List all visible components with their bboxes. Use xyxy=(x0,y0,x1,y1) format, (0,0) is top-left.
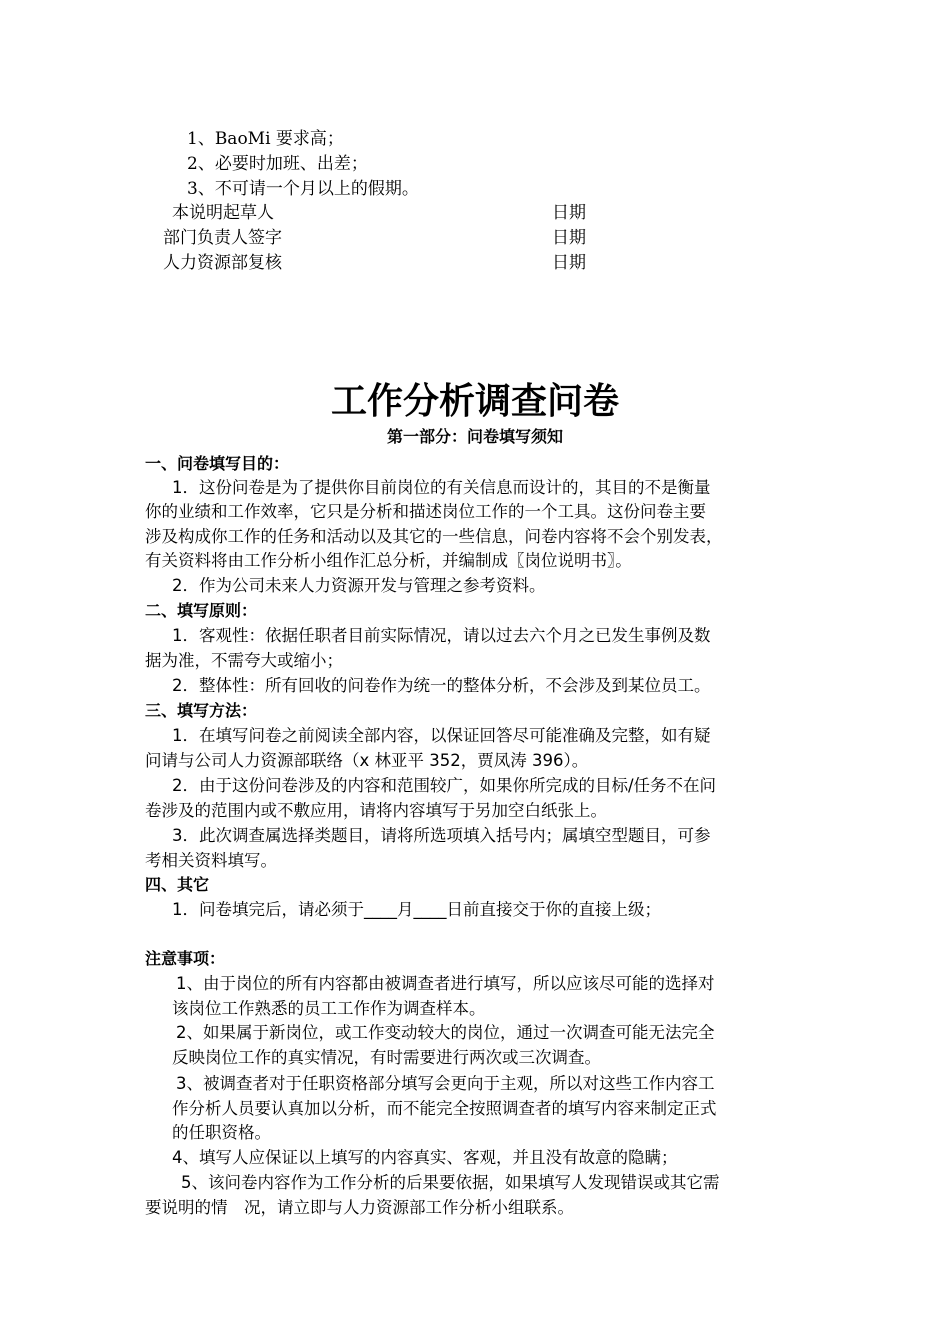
note-line: 反映岗位工作的真实情况，有时需要进行两次或三次调查。 xyxy=(172,1048,601,1067)
paragraph-line: 卷涉及的范围内或不敷应用，请将内容填写于另加空白纸张上。 xyxy=(145,801,607,820)
note-line: 5、该问卷内容作为工作分析的后果要依据，如果填写人发现错误或其它需 xyxy=(181,1173,720,1192)
paragraph-line: 2．由于这份问卷涉及的内容和范围较广，如果你所完成的目标/任务不在问 xyxy=(172,776,717,795)
section-heading-principles: 二、填写原则： xyxy=(145,601,258,620)
paragraph-line: 1．在填写问卷之前阅读全部内容，以保证回答尽可能准确及完整，如有疑 xyxy=(172,726,711,745)
note-line: 1、由于岗位的所有内容都由被调查者进行填写，所以应该尽可能的选择对 xyxy=(176,974,715,993)
signature-label-dept-head: 部门负责人签字 xyxy=(163,228,282,248)
requirement-item: 3、不可请一个月以上的假期。 xyxy=(187,179,419,199)
note-line: 2、如果属于新岗位，或工作变动较大的岗位，通过一次调查可能无法完全 xyxy=(176,1023,715,1042)
document-subtitle: 第一部分：问卷填写须知 xyxy=(386,427,563,446)
note-line: 3、被调查者对于任职资格部分填写会更向于主观，所以对这些工作内容工 xyxy=(176,1074,715,1093)
note-line: 该岗位工作熟悉的员工工作作为调查样本。 xyxy=(172,999,486,1018)
signature-label-drafter: 本说明起草人 xyxy=(172,203,274,223)
paragraph-line: 考相关资料填写。 xyxy=(145,851,277,870)
note-line: 4、填写人应保证以上填写的内容真实、客观，并且没有故意的隐瞒； xyxy=(172,1148,678,1167)
section-heading-method: 三、填写方法： xyxy=(145,701,258,720)
signature-date-label: 日期 xyxy=(552,203,586,223)
requirement-item: 2、必要时加班、出差； xyxy=(187,154,368,174)
notes-heading: 注意事项： xyxy=(145,949,226,968)
paragraph-line: 你的业绩和工作效率，它只是分析和描述岗位工作的一个工具。这份问卷主要 xyxy=(145,502,706,521)
paragraph-line: 2．作为公司未来人力资源开发与管理之参考资料。 xyxy=(172,576,546,595)
signature-label-hr-review: 人力资源部复核 xyxy=(163,253,282,273)
note-line: 作分析人员要认真加以分析，而不能完全按照调查者的填写内容来制定正式 xyxy=(172,1099,717,1118)
paragraph-line: 涉及构成你工作的任务和活动以及其它的一些信息，问卷内容将不会个别发表， xyxy=(145,527,723,546)
paragraph-line: 问请与公司人力资源部联络（x 林亚平 352，贾凤涛 396）。 xyxy=(145,751,589,770)
paragraph-line: 据为准，不需夸大或缩小； xyxy=(145,651,343,670)
paragraph-line: 3．此次调查属选择类题目，请将所选项填入括号内；属填空型题目，可参 xyxy=(172,826,711,845)
paragraph-line: 1．这份问卷是为了提供你目前岗位的有关信息而设计的，其目的不是衡量 xyxy=(172,478,711,497)
paragraph-line: 2．整体性：所有回收的问卷作为统一的整体分析，不会涉及到某位员工。 xyxy=(172,676,711,695)
signature-date-label: 日期 xyxy=(552,253,586,273)
signature-date-label: 日期 xyxy=(552,228,586,248)
section-heading-purpose: 一、问卷填写目的： xyxy=(145,454,290,473)
paragraph-line: 1．客观性：依据任职者目前实际情况，请以过去六个月之已发生事例及数 xyxy=(172,626,711,645)
document-title: 工作分析调查问卷 xyxy=(330,381,619,422)
requirement-item: 1、BaoMi 要求高； xyxy=(187,129,344,149)
paragraph-line: 1．问卷填完后，请必须于____月____日前直接交于你的直接上级； xyxy=(172,900,661,919)
paragraph-line: 有关资料将由工作分析小组作汇总分析，并编制成〖岗位说明书〗。 xyxy=(145,551,632,570)
note-line: 的任职资格。 xyxy=(172,1123,271,1142)
note-line: 要说明的情 况，请立即与人力资源部工作分析小组联系。 xyxy=(145,1198,574,1217)
section-heading-other: 四、其它 xyxy=(145,875,210,894)
